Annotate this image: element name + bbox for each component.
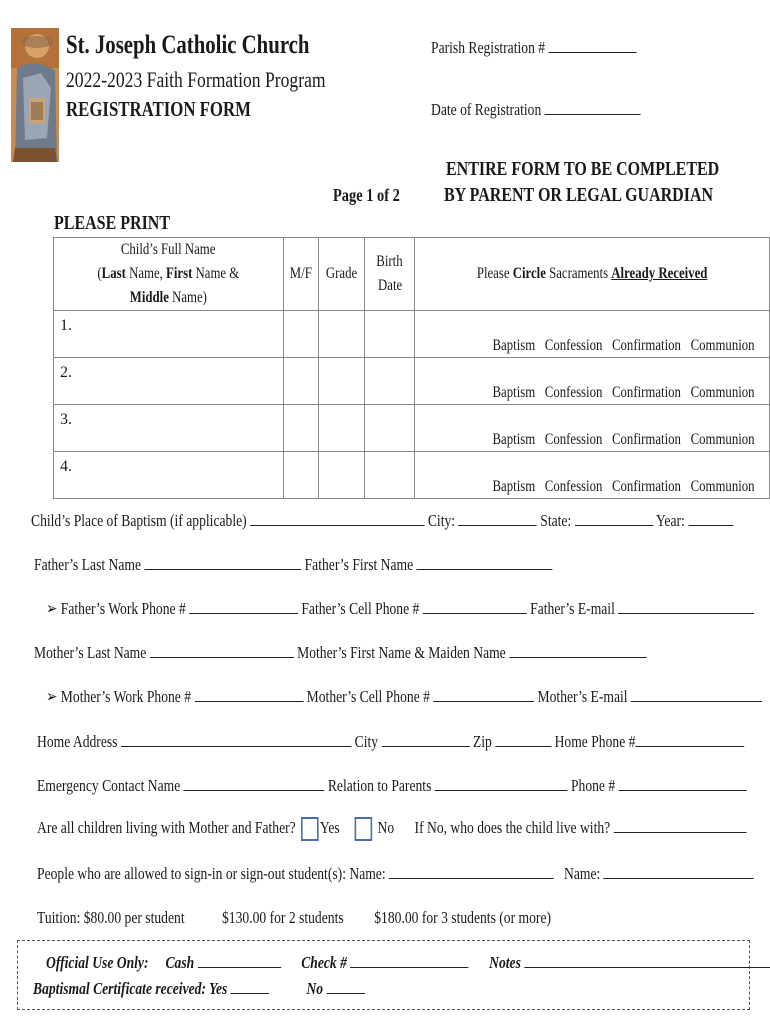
father-name-row[interactable]: Father’s Last Name Father’s First Name [34, 555, 682, 575]
baptismal-certificate-row[interactable]: Baptismal Certificate received: Yes No [33, 979, 448, 999]
page-label: Page 1 of 2 [333, 185, 400, 205]
child-name-cell[interactable]: 3. [54, 405, 284, 452]
birth-date-cell[interactable] [364, 358, 415, 405]
emergency-contact-row[interactable]: Emergency Contact Name Relation to Parents Phone # [37, 776, 770, 796]
sacraments-cell[interactable] [415, 405, 770, 452]
children-table [53, 237, 770, 499]
sign-in-row[interactable]: People who are allowed to sign-in or sign-out student(s): Name: Name: [37, 864, 770, 884]
mf-cell[interactable] [283, 311, 318, 358]
table-header-row [54, 238, 770, 311]
child-name-cell[interactable]: 4. [54, 452, 284, 499]
table-row[interactable] [54, 452, 770, 499]
table-row[interactable] [54, 358, 770, 405]
confirmation-option[interactable]: Confirmation [612, 431, 682, 448]
parish-registration-field[interactable]: Parish Registration # [431, 38, 688, 58]
mf-cell[interactable] [283, 452, 318, 499]
sacraments-cell[interactable] [415, 358, 770, 405]
child-name-cell[interactable]: 1. [54, 311, 284, 358]
mf-header: M/F [283, 238, 318, 311]
official-use-row[interactable]: Official Use Only: Cash Check # Notes [46, 953, 770, 973]
confession-option[interactable]: Confession [545, 337, 603, 354]
saint-joseph-image [11, 28, 59, 162]
father-phone-row[interactable]: ➢ Father’s Work Phone # Father’s Cell Phone # Father’s E-mail [46, 599, 770, 619]
church-name: St. Joseph Catholic Church [66, 30, 310, 59]
grade-cell[interactable] [318, 405, 364, 452]
grade-header: Grade [318, 238, 364, 311]
notice-line-1: ENTIRE FORM TO BE COMPLETED [446, 158, 720, 180]
baptism-option[interactable]: Baptism [492, 478, 536, 495]
grade-cell[interactable] [318, 311, 364, 358]
please-print: PLEASE PRINT [54, 212, 171, 234]
yes-checkbox[interactable] [301, 817, 319, 841]
birth-date-cell[interactable] [364, 311, 415, 358]
date-of-registration-field[interactable]: Date of Registration [431, 100, 693, 120]
program-name: 2022-2023 Faith Formation Program [66, 67, 326, 92]
sacraments-header: Please Circle Sacraments Already Received [415, 238, 770, 311]
form-title: REGISTRATION FORM [66, 97, 251, 121]
baptism-option[interactable]: Baptism [492, 337, 536, 354]
sacraments-cell[interactable] [415, 452, 770, 499]
grade-cell[interactable] [318, 452, 364, 499]
bullet-icon: ➢ [46, 599, 58, 618]
birth-date-cell[interactable] [364, 405, 415, 452]
communion-option[interactable]: Communion [690, 478, 755, 495]
confession-option[interactable]: Confession [545, 431, 603, 448]
no-checkbox[interactable] [355, 817, 373, 841]
table-row[interactable] [54, 405, 770, 452]
confession-option[interactable]: Confession [545, 384, 603, 401]
baptism-place-row[interactable]: Child’s Place of Baptism (if applicable) City: State: Year: [31, 511, 770, 531]
confirmation-option[interactable]: Confirmation [612, 478, 682, 495]
mother-phone-row[interactable]: ➢ Mother’s Work Phone # Mother’s Cell Phone # Mother’s E-mail [46, 687, 770, 707]
home-address-row[interactable]: Home Address City Zip Home Phone # [37, 732, 770, 752]
confirmation-option[interactable]: Confirmation [612, 384, 682, 401]
birth-date-cell[interactable] [364, 452, 415, 499]
communion-option[interactable]: Communion [690, 431, 755, 448]
bullet-icon: ➢ [46, 687, 58, 706]
sacraments-cell[interactable] [415, 311, 770, 358]
mf-cell[interactable] [283, 358, 318, 405]
mother-name-row[interactable]: Mother’s Last Name Mother’s First Name & Maiden Name [34, 643, 770, 663]
baptism-option[interactable]: Baptism [492, 431, 536, 448]
communion-option[interactable]: Communion [690, 384, 755, 401]
confirmation-option[interactable]: Confirmation [612, 337, 682, 354]
child-name-header: Child’s Full Name (Last Name, First Name & Middle Name) [54, 238, 284, 311]
grade-cell[interactable] [318, 358, 364, 405]
confession-option[interactable]: Confession [545, 478, 603, 495]
table-row[interactable] [54, 311, 770, 358]
birth-date-header: Birth Date [364, 238, 415, 311]
tuition-row: Tuition: $80.00 per student $130.00 for 2 students $180.00 for 3 students (or more) [37, 908, 552, 927]
living-with-row[interactable]: Are all children living with Mother and Father? Yes No If No, who does the child live with? [37, 817, 770, 841]
official-use-box [17, 940, 750, 1010]
notice-line-2: BY PARENT OR LEGAL GUARDIAN [444, 184, 714, 206]
communion-option[interactable]: Communion [690, 337, 755, 354]
baptism-option[interactable]: Baptism [492, 384, 536, 401]
child-name-cell[interactable]: 2. [54, 358, 284, 405]
mf-cell[interactable] [283, 405, 318, 452]
